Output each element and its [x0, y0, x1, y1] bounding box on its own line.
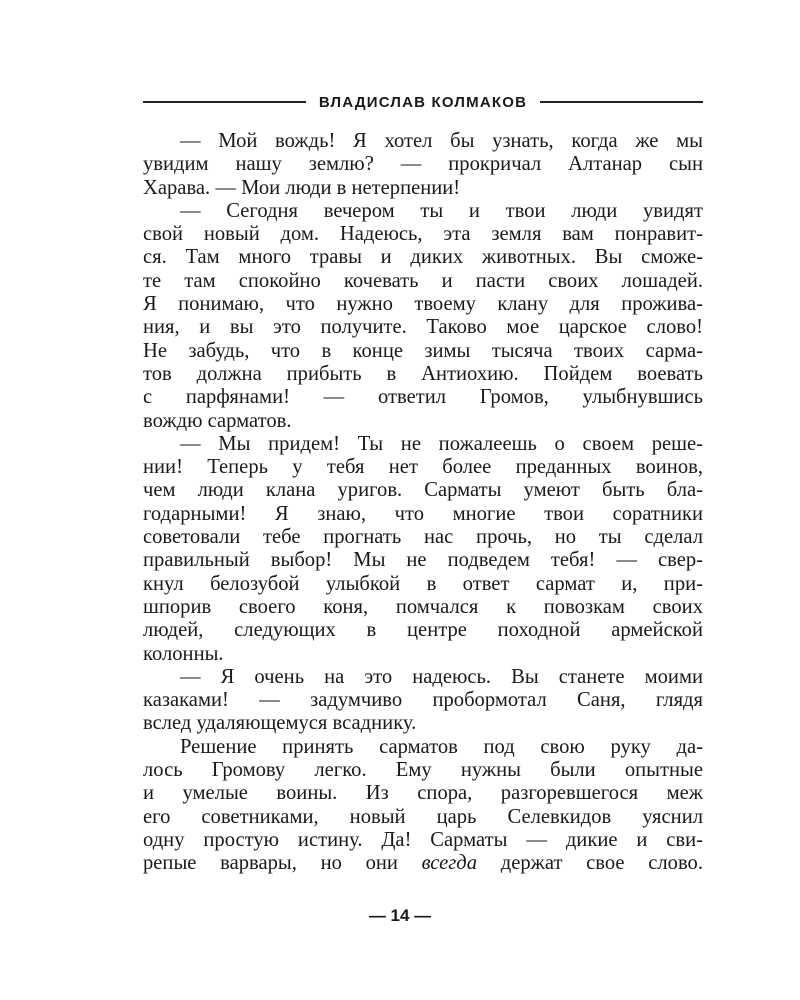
page-text [143, 130, 703, 876]
text-line: вождю сарматов. [143, 409, 292, 432]
header-rule-left [143, 101, 306, 103]
text-line: Харава. — Мои люди в нетерпении! [143, 176, 461, 199]
text-line: ся. Там много травы и диких животных. Вы сможе- [143, 246, 703, 269]
text-line: — Мы придем! Ты не пожалеешь о своем реше- [180, 432, 703, 455]
text-line: людей, следующих в центре походной армейской [143, 619, 703, 642]
text-line: шпорив своего коня, помчался к повозкам своих [143, 595, 703, 618]
text-line: годарными! Я знаю, что многие твои соратники [143, 502, 703, 525]
text-line: одну простую истину. Да! Сарматы — дикие и сви- [143, 828, 703, 851]
text-line: советовали тебе прогнать нас прочь, но ты сделал [143, 526, 703, 549]
text-line: — Мой вождь! Я хотел бы узнать, когда же мы [180, 130, 703, 152]
text-line: Я понимаю, что нужно твоему клану для прожива- [143, 293, 703, 316]
text-line: лось Громову легко. Ему нужны были опытные [143, 759, 703, 782]
text-line: казаками! — задумчиво пробормотал Саня, глядя [143, 689, 703, 712]
text-line: колонны. [143, 642, 224, 665]
text-line: репые варвары, но они всегда держат свое слово. [143, 852, 703, 875]
text-line: свой новый дом. Надеюсь, эта земля вам понравит- [143, 223, 703, 246]
page-number: — 14 — [368, 906, 432, 925]
text-line: правильный выбор! Мы не подведем тебя! — свер- [143, 549, 703, 572]
text-line: увидим нашу землю? — прокричал Алтанар сын [143, 153, 703, 176]
text-line: чем люди клана уригов. Сарматы умеют быть бла- [143, 479, 703, 502]
running-header [143, 90, 703, 114]
header-rule-right [540, 101, 703, 103]
text-line: — Сегодня вечером ты и твои люди увидят [180, 199, 703, 222]
text-line: вслед удаляющемуся всаднику. [143, 712, 417, 735]
text-line: — Я очень на это надеюсь. Вы станете моими [180, 665, 703, 688]
text-line: нии! Теперь у тебя нет более преданных воинов, [143, 456, 703, 479]
text-line: Решение принять сарматов под свою руку да- [180, 735, 703, 758]
author-name: ВЛАДИСЛАВ КОЛМАКОВ [318, 93, 528, 111]
text-line: ния, и вы это получите. Таково мое царское слово! [143, 316, 703, 339]
text-line: тов должна прибыть в Антиохию. Пойдем воевать [143, 362, 703, 385]
text-line: те там спокойно кочевать и пасти своих лошадей. [143, 269, 703, 292]
text-line: Не забудь, что в конце зимы тысяча твоих сарма- [143, 339, 703, 362]
text-line: и умелые воины. Из спора, разгоревшегося меж [143, 782, 703, 805]
text-line: его советниками, новый царь Селевкидов уяснил [143, 805, 703, 828]
text-line: с парфянами! — ответил Громов, улыбнувшись [143, 386, 703, 409]
text-line: кнул белозубой улыбкой в ответ сармат и, при- [143, 572, 703, 595]
